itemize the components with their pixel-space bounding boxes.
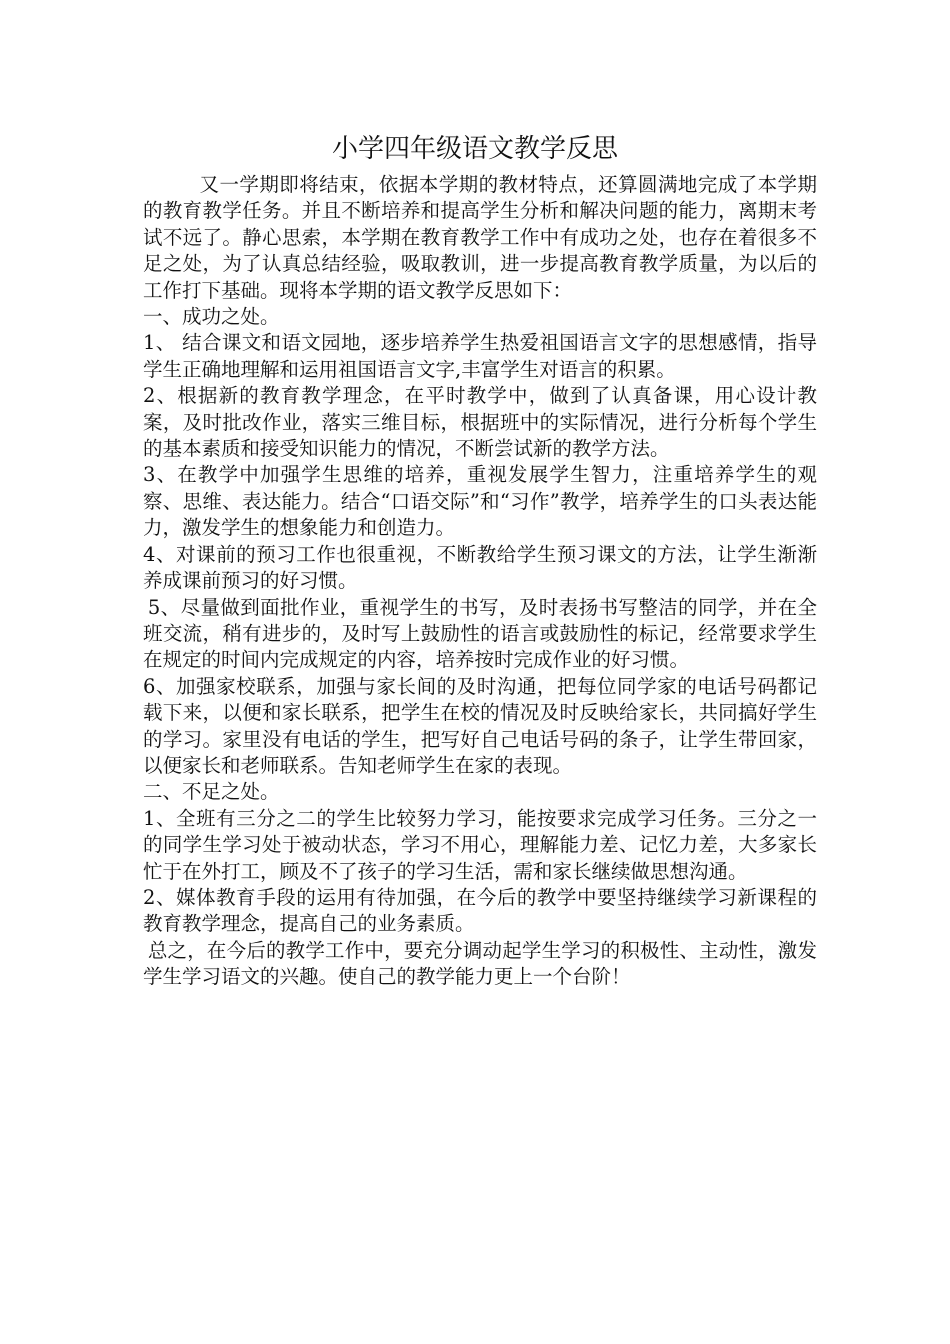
- success-item-6: 6、加强家校联系，加强与家长间的及时沟通，把每位同学家的电话号码都记载下来，以便和家长联系，把学生在校的情况及时反映给家长，共同搞好学生的学习。家里没有电话的学生，把写好自己电话号码的条子，让学生带回家，以便家长和老师联系。告知老师学生在家的表现。: [143, 674, 817, 777]
- document-title: 小学四年级语文教学反思: [331, 134, 618, 164]
- document-body: [143, 172, 817, 991]
- shortcoming-item-2: 2、媒体教育手段的运用有待加强，在今后的教学中要坚持继续学习新课程的教育教学理念，提高自己的业务素质。: [143, 885, 817, 936]
- intro-paragraph: 又一学期即将结束，依据本学期的教材特点，还算圆满地完成了本学期的教育教学任务。并且不断培养和提高学生分析和解决问题的能力，离期末考试不远了。静心思索，本学期在教育教学工作中有成功之处，也存在着很多不足之处，为了认真总结经验，吸取教训，进一步提高教育教学质量，为以后的工作打下基础。现将本学期的语文教学反思如下：: [143, 173, 817, 302]
- conclusion-paragraph: 总之，在今后的教学工作中，要充分调动起学生学习的积极性、主动性，激发学生学习语文的兴趣。使自己的教学能力更上一个台阶！: [143, 938, 817, 989]
- success-item-2: 2、根据新的教育教学理念，在平时教学中，做到了认真备课，用心设计教案，及时批改作业，落实三维目标，根据班中的实际情况，进行分析每个学生的基本素质和接受知识能力的情况，不断尝试新的教学方法。: [143, 384, 817, 461]
- success-item-1: 1、 结合课文和语文园地，逐步培养学生热爱祖国语言文字的思想感情，指导学生正确地理解和运用祖国语言文字,丰富学生对语言的积累。: [143, 331, 817, 381]
- success-item-5: 5、尽量做到面批作业，重视学生的书写，及时表扬书写整洁的同学，并在全班交流，稍有进步的，及时写上鼓励性的语言或鼓励性的标记，经常要求学生在规定的时间内完成规定的内容，培养按时完成作业的好习惯。: [143, 595, 817, 672]
- shortcoming-item-1: 1、全班有三分之二的学生比较努力学习，能按要求完成学习任务。三分之一的同学生学习处于被动状态，学习不用心，理解能力差、记忆力差，大多家长忙于在外打工，顾及不了孩子的学习生活，需和家长继续做思想沟通。: [143, 806, 817, 883]
- success-item-4: 4、对课前的预习工作也很重视，不断教给学生预习课文的方法，让学生渐渐养成课前预习的好习惯。: [143, 542, 817, 593]
- section-heading-successes: 一、成功之处。: [143, 305, 280, 329]
- success-item-3: 3、在教学中加强学生思维的培养，重视发展学生智力，注重培养学生的观察、思维、表达能力。结合“口语交际”和“习作”教学，培养学生的口头表达能力，激发学生的想象能力和创造力。: [143, 463, 817, 540]
- section-heading-shortcomings: 二、不足之处。: [143, 780, 280, 804]
